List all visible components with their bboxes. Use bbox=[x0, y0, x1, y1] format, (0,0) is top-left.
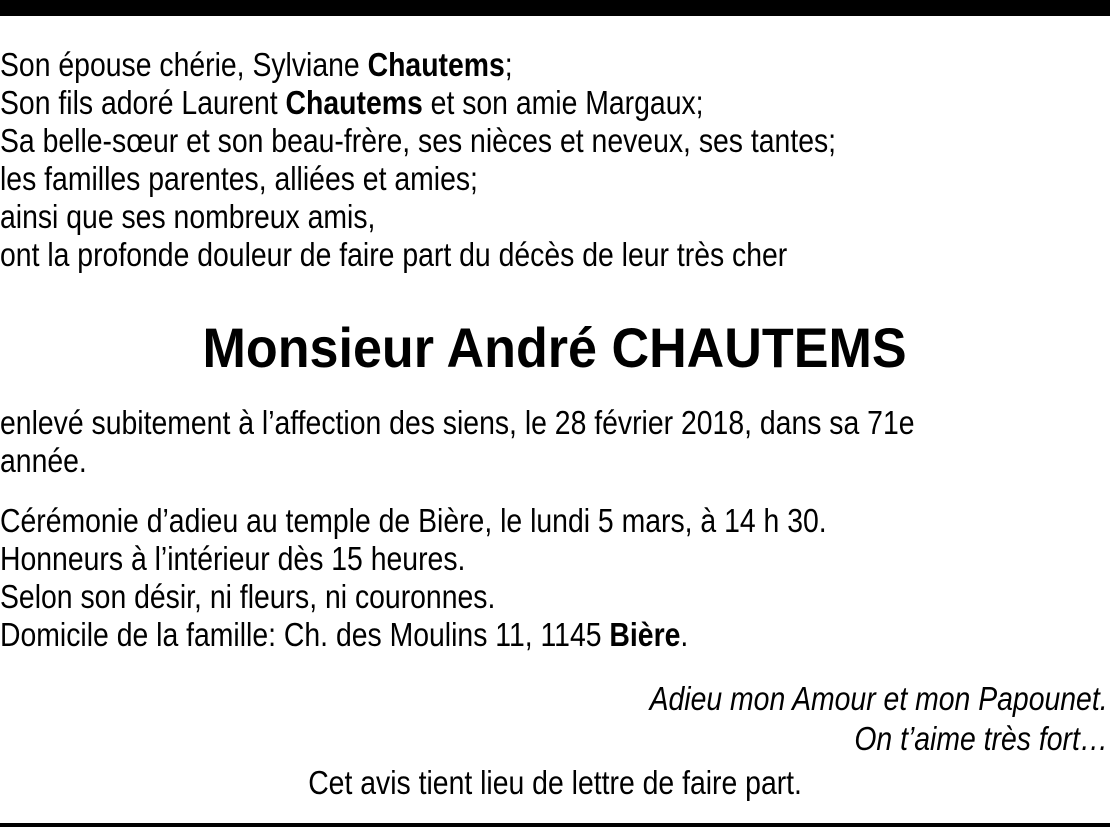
top-rule bbox=[0, 0, 1110, 16]
farewell-line-1: Adieu mon Amour et mon Papounet. bbox=[649, 680, 1108, 717]
honours-line: Honneurs à l’intérieur dès 15 heures. bbox=[0, 540, 466, 577]
address-line: Domicile de la famille: Ch. des Moulins 11, 1145 Bière. bbox=[0, 616, 689, 653]
death-line-2: année. bbox=[0, 442, 87, 479]
ceremony-line: Cérémonie d’adieu au temple de Bière, le lundi 5 mars, à 14 h 30. bbox=[0, 502, 827, 539]
family-line-families: les familles parentes, alliées et amies; bbox=[0, 160, 478, 197]
town-bold: Bière bbox=[609, 616, 681, 653]
farewell-line-2: On t’aime très fort… bbox=[854, 720, 1108, 757]
surname-bold: Chautems bbox=[367, 46, 505, 83]
wishes-line: Selon son désir, ni fleurs, ni couronnes. bbox=[0, 578, 496, 615]
death-notice bbox=[0, 404, 955, 480]
family-line-friends: ainsi que ses nombreux amis, bbox=[0, 198, 376, 235]
bottom-rule bbox=[0, 823, 1110, 827]
surname-bold: Chautems bbox=[285, 84, 423, 121]
ceremony-details bbox=[0, 502, 955, 654]
footer-note: Cet avis tient lieu de lettre de faire part. bbox=[308, 764, 802, 801]
family-line-spouse: Son épouse chérie, Sylviane Chautems; bbox=[0, 46, 513, 83]
deceased-name: Monsieur André CHAUTEMS bbox=[202, 316, 908, 379]
family-line-announcement: ont la profonde douleur de faire part du décès de leur très cher bbox=[0, 236, 788, 273]
family-line-son: Son fils adoré Laurent Chautems et son amie Margaux; bbox=[0, 84, 704, 121]
family-announcement bbox=[0, 46, 955, 274]
death-line-1: enlevé subitement à l’affection des siens, le 28 février 2018, dans sa 71e bbox=[0, 404, 915, 441]
family-line-relatives: Sa belle-sœur et son beau-frère, ses nièces et neveux, ses tantes; bbox=[0, 122, 837, 159]
